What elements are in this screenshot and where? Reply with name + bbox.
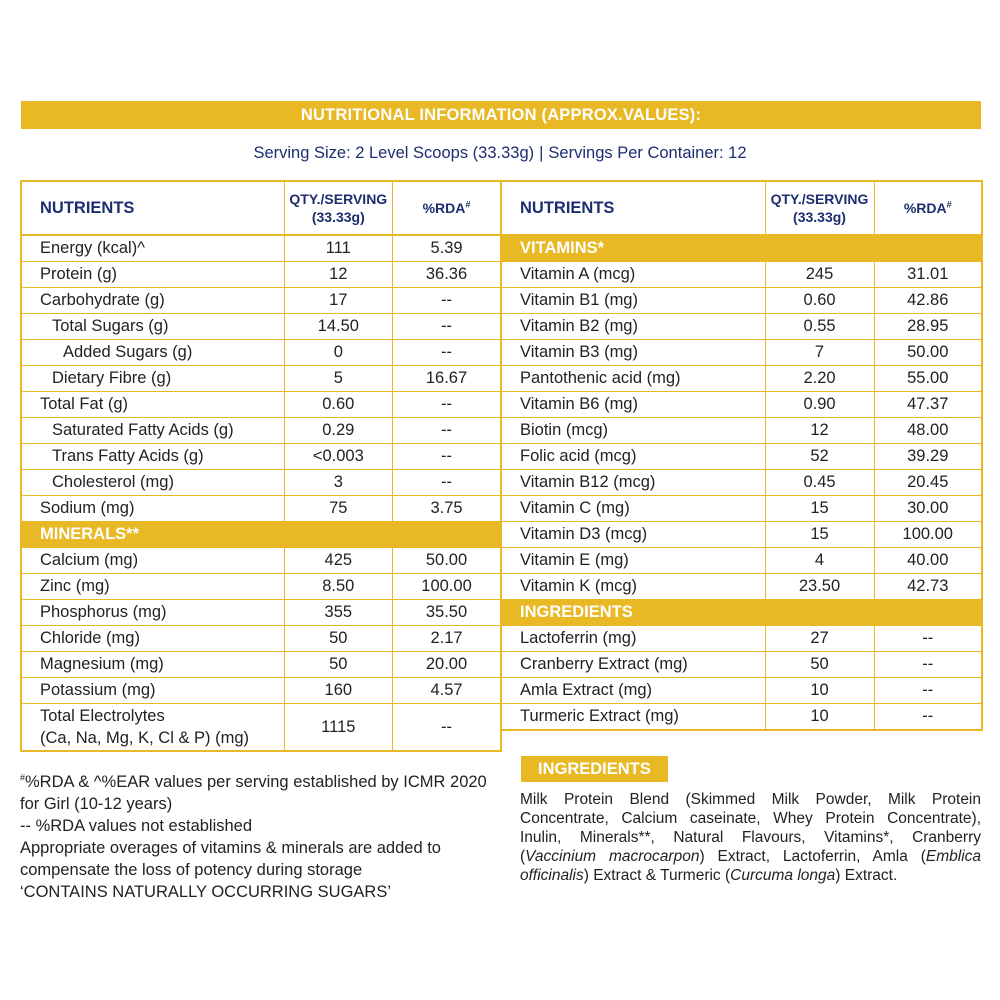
nutrient-rda: 31.01	[874, 262, 982, 288]
nutrient-name: Zinc (mg)	[21, 574, 284, 600]
nutrient-rda: 4.57	[393, 678, 501, 704]
table-row	[501, 470, 982, 496]
nutrient-qty: 50	[284, 652, 392, 678]
nutrient-rda: --	[393, 704, 501, 752]
table-row	[501, 288, 982, 314]
nutrient-rda: 36.36	[393, 262, 501, 288]
nutrients-table-right	[500, 180, 983, 731]
nutrient-name: Energy (kcal)^	[21, 235, 284, 262]
rda-header	[874, 181, 982, 235]
table-row	[21, 626, 501, 652]
nutrient-qty: 0.29	[284, 418, 392, 444]
table-row	[21, 366, 501, 392]
minerals-section-label: MINERALS**	[21, 522, 501, 548]
qty-header-line1: QTY./SERVING	[770, 191, 869, 207]
nutrient-rda: 50.00	[874, 340, 982, 366]
nutrient-rda: 55.00	[874, 366, 982, 392]
nutrient-name: Folic acid (mcg)	[501, 444, 765, 470]
nutrients-header: NUTRIENTS	[21, 181, 284, 235]
nutrient-qty: 111	[284, 235, 392, 262]
ingredients-section-label: INGREDIENTS	[501, 600, 982, 626]
electrolytes-name-line1: Total Electrolytes	[40, 707, 165, 725]
table-row	[501, 574, 982, 600]
nutrient-name: Amla Extract (mg)	[501, 678, 765, 704]
nutrient-qty: 5	[284, 366, 392, 392]
nutrient-name: Potassium (mg)	[21, 678, 284, 704]
ingredients-section	[501, 600, 982, 626]
table-row	[501, 366, 982, 392]
nutrient-rda: 48.00	[874, 418, 982, 444]
footnote-rda	[20, 771, 500, 815]
nutrient-rda: 20.45	[874, 470, 982, 496]
ingredients-botanical-name: Emblica officinalis	[520, 848, 982, 884]
nutrient-name: Total Sugars (g)	[21, 314, 284, 340]
ingredients-text-part: ) Extract.	[835, 867, 898, 884]
nutrient-qty: 14.50	[284, 314, 392, 340]
nutrient-name: Vitamin B1 (mg)	[501, 288, 765, 314]
nutrient-name: Vitamin B12 (mcg)	[501, 470, 765, 496]
table-row	[21, 418, 501, 444]
serving-size: Serving Size: 2 Level Scoops (33.33g)	[253, 144, 535, 162]
table-row	[501, 340, 982, 366]
nutrient-name: Vitamin A (mcg)	[501, 262, 765, 288]
nutrient-rda: 50.00	[393, 548, 501, 574]
nutrient-rda: 30.00	[874, 496, 982, 522]
table-row	[501, 704, 982, 731]
nutrient-rda: 35.50	[393, 600, 501, 626]
rda-header-label: %RDA	[903, 200, 947, 216]
nutrient-name: Added Sugars (g)	[21, 340, 284, 366]
nutrient-qty: 23.50	[765, 574, 874, 600]
table-row	[21, 262, 501, 288]
table-row	[501, 626, 982, 652]
table-row	[21, 288, 501, 314]
nutrient-qty: 0.55	[765, 314, 874, 340]
nutrient-name: Phosphorus (mg)	[21, 600, 284, 626]
nutrient-rda: --	[393, 288, 501, 314]
nutrient-qty: 0.60	[765, 288, 874, 314]
nutrient-qty: 27	[765, 626, 874, 652]
ingredients-botanical-name: Vaccinium macrocarpon	[525, 848, 700, 865]
electrolytes-name-line2: (Ca, Na, Mg, K, Cl & P) (mg)	[40, 729, 250, 747]
footnotes	[20, 771, 500, 903]
nutrient-name: Vitamin B2 (mg)	[501, 314, 765, 340]
nutrient-rda: 28.95	[874, 314, 982, 340]
serving-info	[0, 144, 1000, 163]
table-row	[501, 418, 982, 444]
nutrient-name: Vitamin D3 (mcg)	[501, 522, 765, 548]
ingredients-text-part: ) Extract, Lactoferrin, Amla (	[699, 848, 926, 865]
nutrient-rda: --	[874, 678, 982, 704]
nutrient-name: Total Fat (g)	[21, 392, 284, 418]
ingredients-text-part: Milk Protein Blend (Skimmed Milk Powder, Milk Protein Concentrate, Calcium caseinate, Whey Protein Concentrate), Inulin, Minerals**, Natural Flavours, Vitamins*, Cranberry (	[520, 791, 981, 865]
qty-header	[765, 181, 874, 235]
nutrient-rda: --	[393, 314, 501, 340]
nutrient-qty: 245	[765, 262, 874, 288]
table-row	[21, 392, 501, 418]
table-row	[21, 444, 501, 470]
table-row	[501, 496, 982, 522]
table-row	[501, 652, 982, 678]
ingredients-label: INGREDIENTS	[521, 756, 668, 782]
nutrient-qty: 50	[765, 652, 874, 678]
nutrient-qty: 75	[284, 496, 392, 522]
nutrient-rda: --	[393, 444, 501, 470]
nutrient-rda: 16.67	[393, 366, 501, 392]
servings-per-container: Servings Per Container: 12	[548, 144, 747, 162]
nutrition-banner: NUTRITIONAL INFORMATION (APPROX.VALUES):	[21, 101, 981, 129]
nutrient-qty: 0.60	[284, 392, 392, 418]
nutrient-qty: <0.003	[284, 444, 392, 470]
nutrient-name: Dietary Fibre (g)	[21, 366, 284, 392]
table-row	[21, 548, 501, 574]
nutrient-name: Sodium (mg)	[21, 496, 284, 522]
nutrient-qty: 0	[284, 340, 392, 366]
nutrient-name: Chloride (mg)	[21, 626, 284, 652]
nutrient-name: Cranberry Extract (mg)	[501, 652, 765, 678]
nutrient-name: Trans Fatty Acids (g)	[21, 444, 284, 470]
table-row	[21, 470, 501, 496]
nutrient-rda: 2.17	[393, 626, 501, 652]
nutrient-rda: 47.37	[874, 392, 982, 418]
nutrient-name: Calcium (mg)	[21, 548, 284, 574]
rda-header-label: %RDA	[422, 200, 466, 216]
table-row	[21, 704, 501, 752]
table-row	[21, 600, 501, 626]
nutrients-table-left	[20, 180, 502, 752]
footnote-rda-text: %RDA & ^%EAR values per serving established by ICMR 2020 for Girl (10-12 years)	[20, 773, 487, 813]
table-row	[21, 496, 501, 522]
footnote-sugars: ‘CONTAINS NATURALLY OCCURRING SUGARS’	[20, 883, 391, 901]
minerals-section	[21, 522, 501, 548]
nutrient-qty: 7	[765, 340, 874, 366]
ingredients-text	[520, 790, 981, 885]
footnote-not-established: -- %RDA values not established	[20, 817, 253, 835]
nutrient-name: Vitamin C (mg)	[501, 496, 765, 522]
nutrient-rda: 42.73	[874, 574, 982, 600]
serving-separator: |	[539, 144, 544, 162]
nutrient-rda: --	[874, 704, 982, 731]
nutrient-rda: 100.00	[874, 522, 982, 548]
nutrient-qty: 15	[765, 522, 874, 548]
table-row	[501, 548, 982, 574]
nutrient-rda: --	[393, 340, 501, 366]
nutrient-qty: 52	[765, 444, 874, 470]
nutrient-qty: 17	[284, 288, 392, 314]
rda-header	[393, 181, 501, 235]
nutrient-qty: 12	[284, 262, 392, 288]
table-row	[501, 522, 982, 548]
nutrient-name: Turmeric Extract (mg)	[501, 704, 765, 731]
table-row	[501, 392, 982, 418]
nutrient-qty: 1115	[284, 704, 392, 752]
ingredients-botanical-name: Curcuma longa	[730, 867, 836, 884]
nutrient-qty: 50	[284, 626, 392, 652]
nutrient-name: Carbohydrate (g)	[21, 288, 284, 314]
nutrient-rda: --	[874, 652, 982, 678]
nutrient-rda: 3.75	[393, 496, 501, 522]
nutrient-name: Vitamin E (mg)	[501, 548, 765, 574]
nutrient-qty: 355	[284, 600, 392, 626]
vitamins-section	[501, 235, 982, 262]
qty-header-line1: QTY./SERVING	[289, 191, 388, 207]
nutrient-rda: 40.00	[874, 548, 982, 574]
nutrient-rda: --	[874, 626, 982, 652]
nutrient-rda: --	[393, 418, 501, 444]
nutrient-name: Vitamin B6 (mg)	[501, 392, 765, 418]
nutrient-name: Lactoferrin (mg)	[501, 626, 765, 652]
nutrient-qty: 15	[765, 496, 874, 522]
qty-header	[284, 181, 392, 235]
nutrient-rda: 100.00	[393, 574, 501, 600]
nutrient-rda: --	[393, 470, 501, 496]
table-row	[501, 678, 982, 704]
nutrient-name: Vitamin B3 (mg)	[501, 340, 765, 366]
ingredients-text-part: ) Extract & Turmeric (	[583, 867, 731, 884]
nutrient-name: Vitamin K (mcg)	[501, 574, 765, 600]
table-row	[21, 235, 501, 262]
table-row	[21, 340, 501, 366]
nutrient-rda: 5.39	[393, 235, 501, 262]
rda-header-mark: #	[465, 199, 471, 210]
nutrients-header: NUTRIENTS	[501, 181, 765, 235]
nutrient-rda: 42.86	[874, 288, 982, 314]
table-row	[21, 652, 501, 678]
nutrient-qty: 4	[765, 548, 874, 574]
table-row	[501, 314, 982, 340]
nutrient-name: Cholesterol (mg)	[21, 470, 284, 496]
nutrient-name: Pantothenic acid (mg)	[501, 366, 765, 392]
nutrient-rda: 39.29	[874, 444, 982, 470]
nutrient-rda: 20.00	[393, 652, 501, 678]
nutrient-qty: 425	[284, 548, 392, 574]
table-row	[21, 314, 501, 340]
footnote-overages: Appropriate overages of vitamins & minerals are added to compensate the loss of potency during storage	[20, 839, 441, 879]
table-row	[501, 262, 982, 288]
nutrient-qty: 10	[765, 678, 874, 704]
nutrient-qty: 10	[765, 704, 874, 731]
nutrient-name	[21, 704, 284, 752]
rda-header-mark: #	[946, 199, 952, 210]
nutrient-name: Biotin (mcg)	[501, 418, 765, 444]
nutrient-qty: 160	[284, 678, 392, 704]
table-row	[21, 574, 501, 600]
nutrient-name: Saturated Fatty Acids (g)	[21, 418, 284, 444]
table-row	[501, 444, 982, 470]
qty-header-line2: (33.33g)	[311, 209, 365, 225]
vitamins-section-label: VITAMINS*	[501, 235, 982, 262]
qty-header-line2: (33.33g)	[793, 209, 846, 225]
nutrient-qty: 2.20	[765, 366, 874, 392]
table-row	[21, 678, 501, 704]
nutrient-qty: 0.45	[765, 470, 874, 496]
nutrient-qty: 3	[284, 470, 392, 496]
nutrient-name: Protein (g)	[21, 262, 284, 288]
nutrient-qty: 12	[765, 418, 874, 444]
nutrient-name: Magnesium (mg)	[21, 652, 284, 678]
nutrient-rda: --	[393, 392, 501, 418]
nutrient-qty: 8.50	[284, 574, 392, 600]
nutrient-qty: 0.90	[765, 392, 874, 418]
footnote-mark: #	[20, 772, 26, 783]
